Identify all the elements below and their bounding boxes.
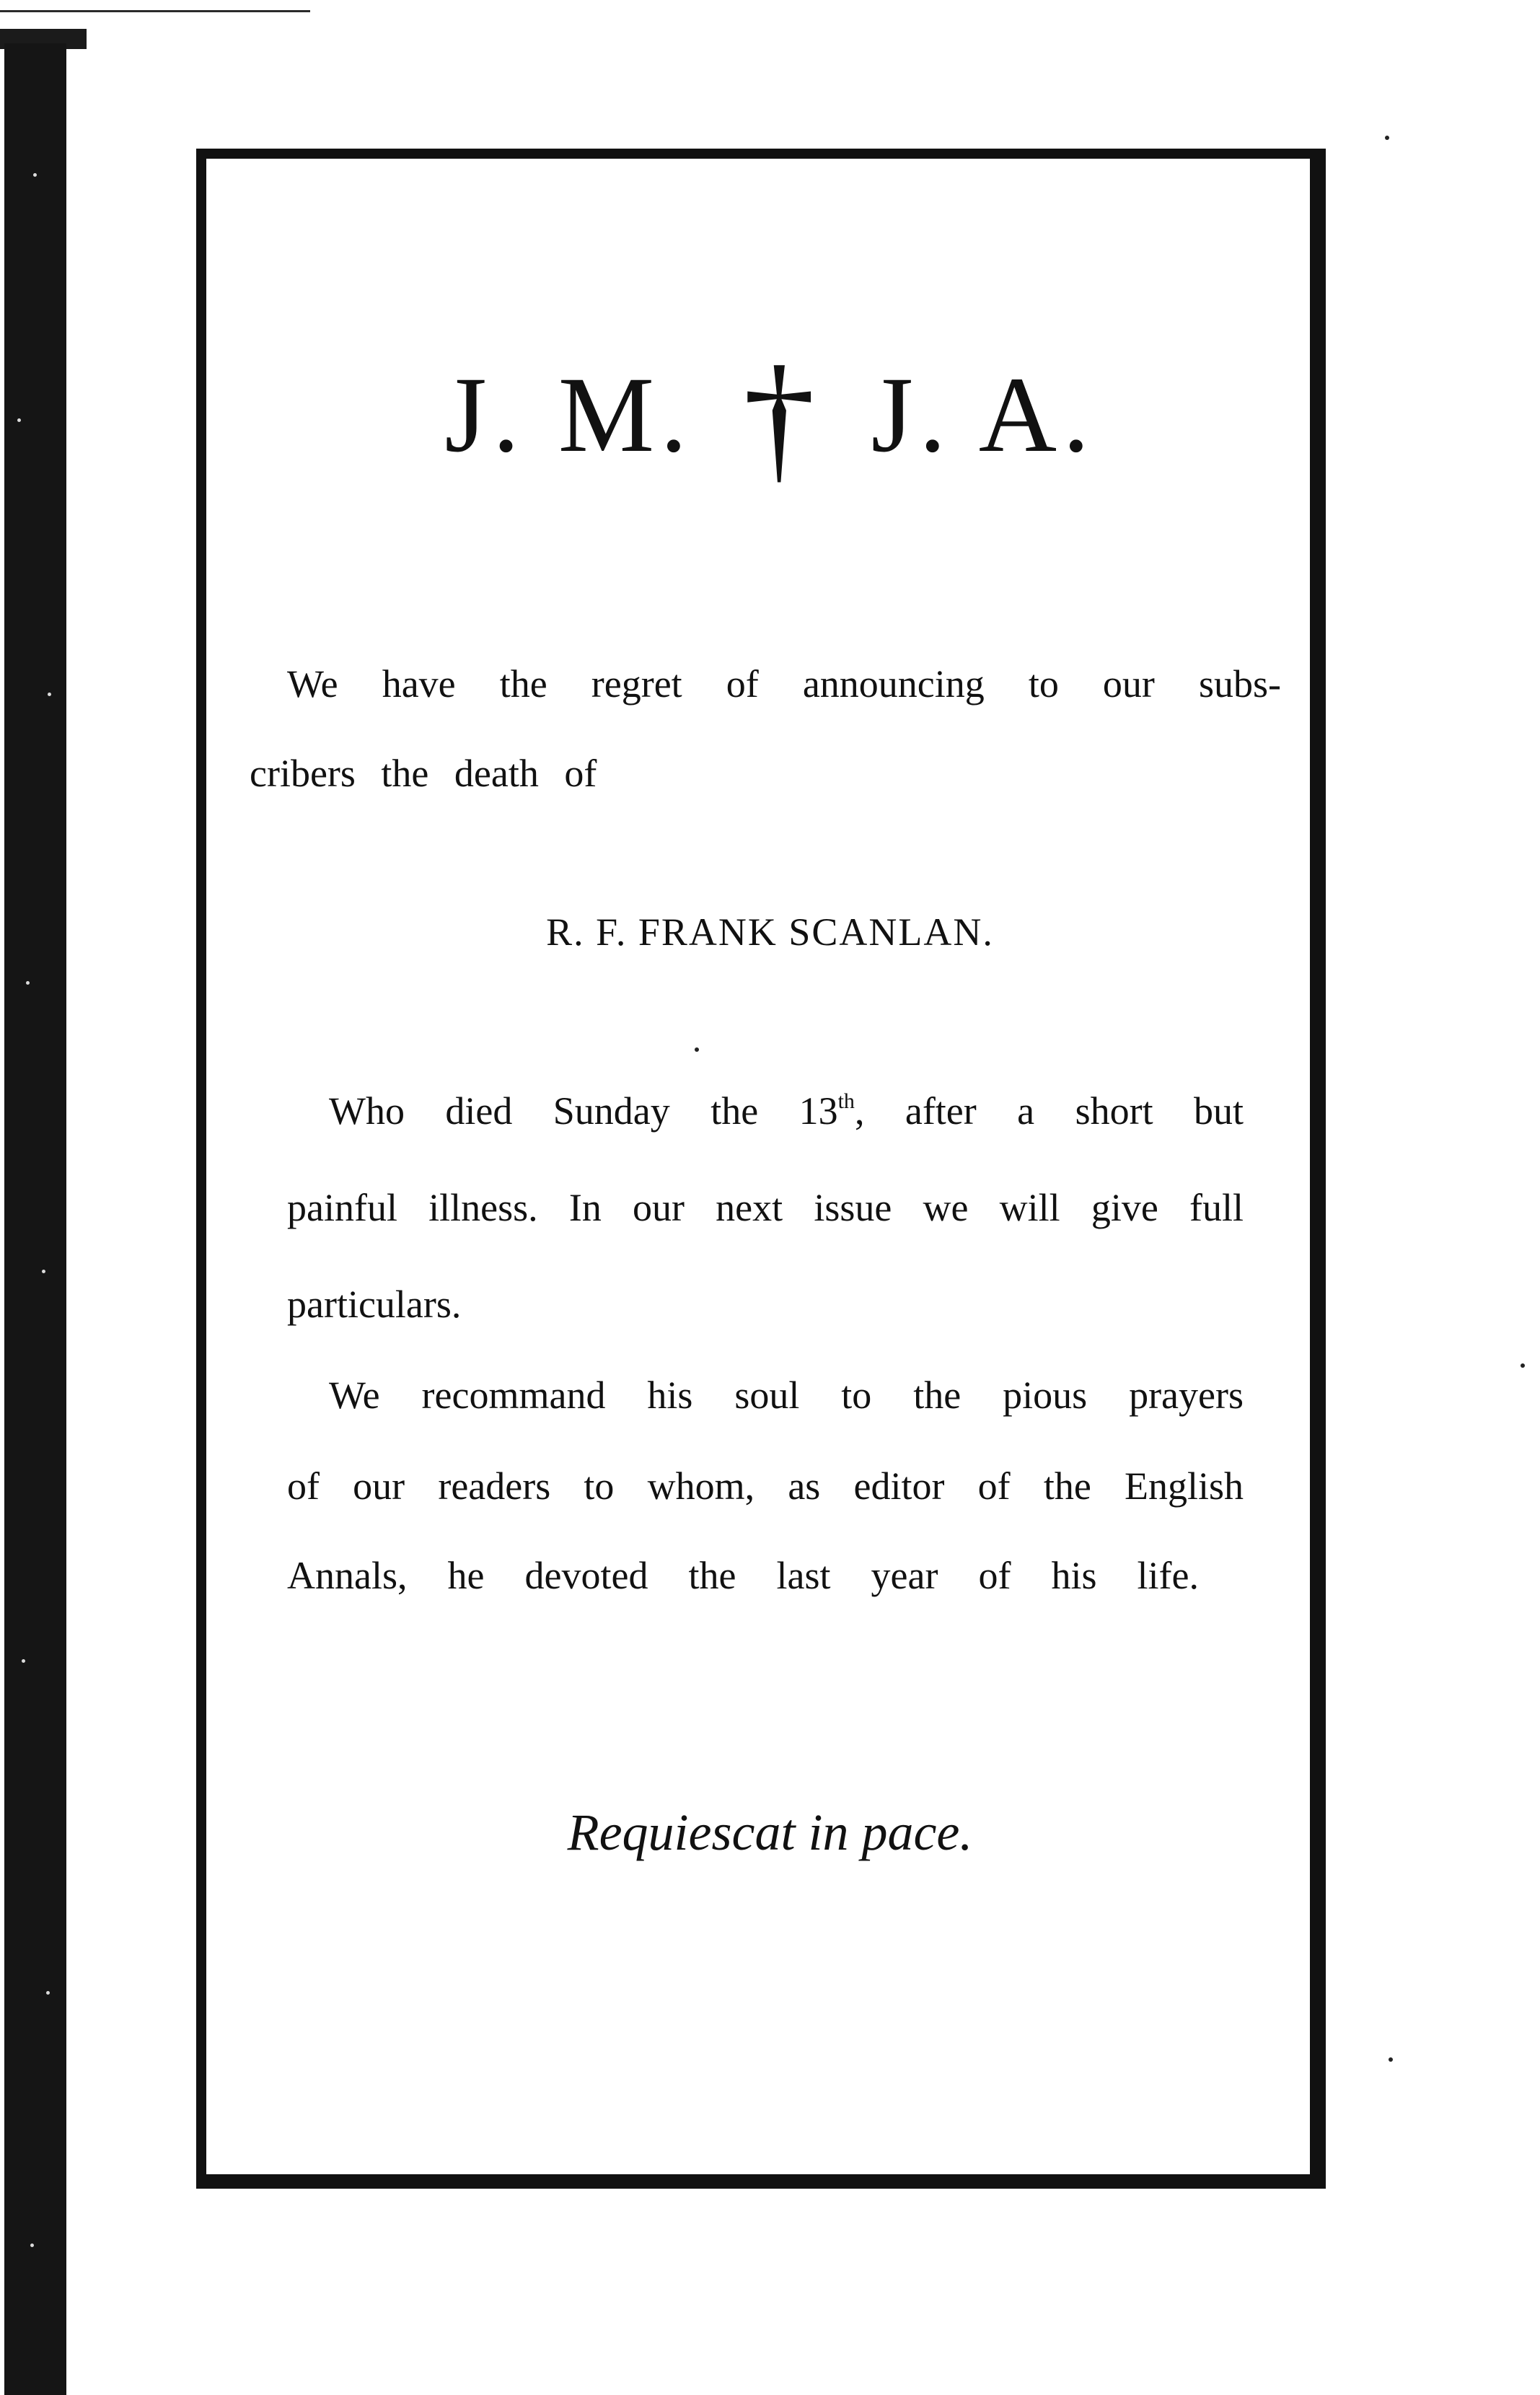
monogram-right: J. A. (871, 355, 1096, 475)
death-line-1-sup: th (837, 1089, 855, 1113)
death-line-1 (329, 1089, 1244, 1133)
announcement-line-1: We have the regret of announcing to our subs- (287, 662, 1281, 706)
deceased-name: R. F. FRANK SCANLAN. (546, 910, 994, 954)
stray-mark (1521, 1363, 1525, 1368)
strip-speck (26, 981, 30, 985)
strip-speck (30, 2244, 34, 2247)
strip-speck (22, 1659, 25, 1663)
prayer-line-3: Annals, he devoted the last year of his life. (287, 1554, 1199, 1597)
monogram-header (0, 338, 1540, 497)
binding-top-rule (0, 10, 310, 12)
closing-blessing: Requiescat in pace. (567, 1803, 973, 1861)
strip-speck (46, 1991, 50, 1995)
prayer-line-2: of our readers to whom, as editor of the English (287, 1464, 1244, 1508)
death-line-2: painful illness. In our next issue we will give full (287, 1186, 1244, 1229)
stray-mark (1389, 2057, 1393, 2062)
cross-icon: † (743, 338, 822, 497)
strip-speck (33, 173, 37, 177)
death-line-3: particulars. (287, 1283, 462, 1326)
strip-speck (48, 693, 51, 696)
death-line-1-pre: Who died Sunday the 13 (329, 1089, 838, 1133)
stray-mark (1385, 136, 1389, 140)
monogram-left: J. M. (444, 355, 693, 475)
announcement-line-2: cribers the death of (250, 752, 597, 795)
death-line-1-post: , after a short but (854, 1089, 1244, 1133)
strip-speck (42, 1270, 45, 1273)
prayer-line-1: We recommand his soul to the pious prayers (329, 1374, 1244, 1417)
